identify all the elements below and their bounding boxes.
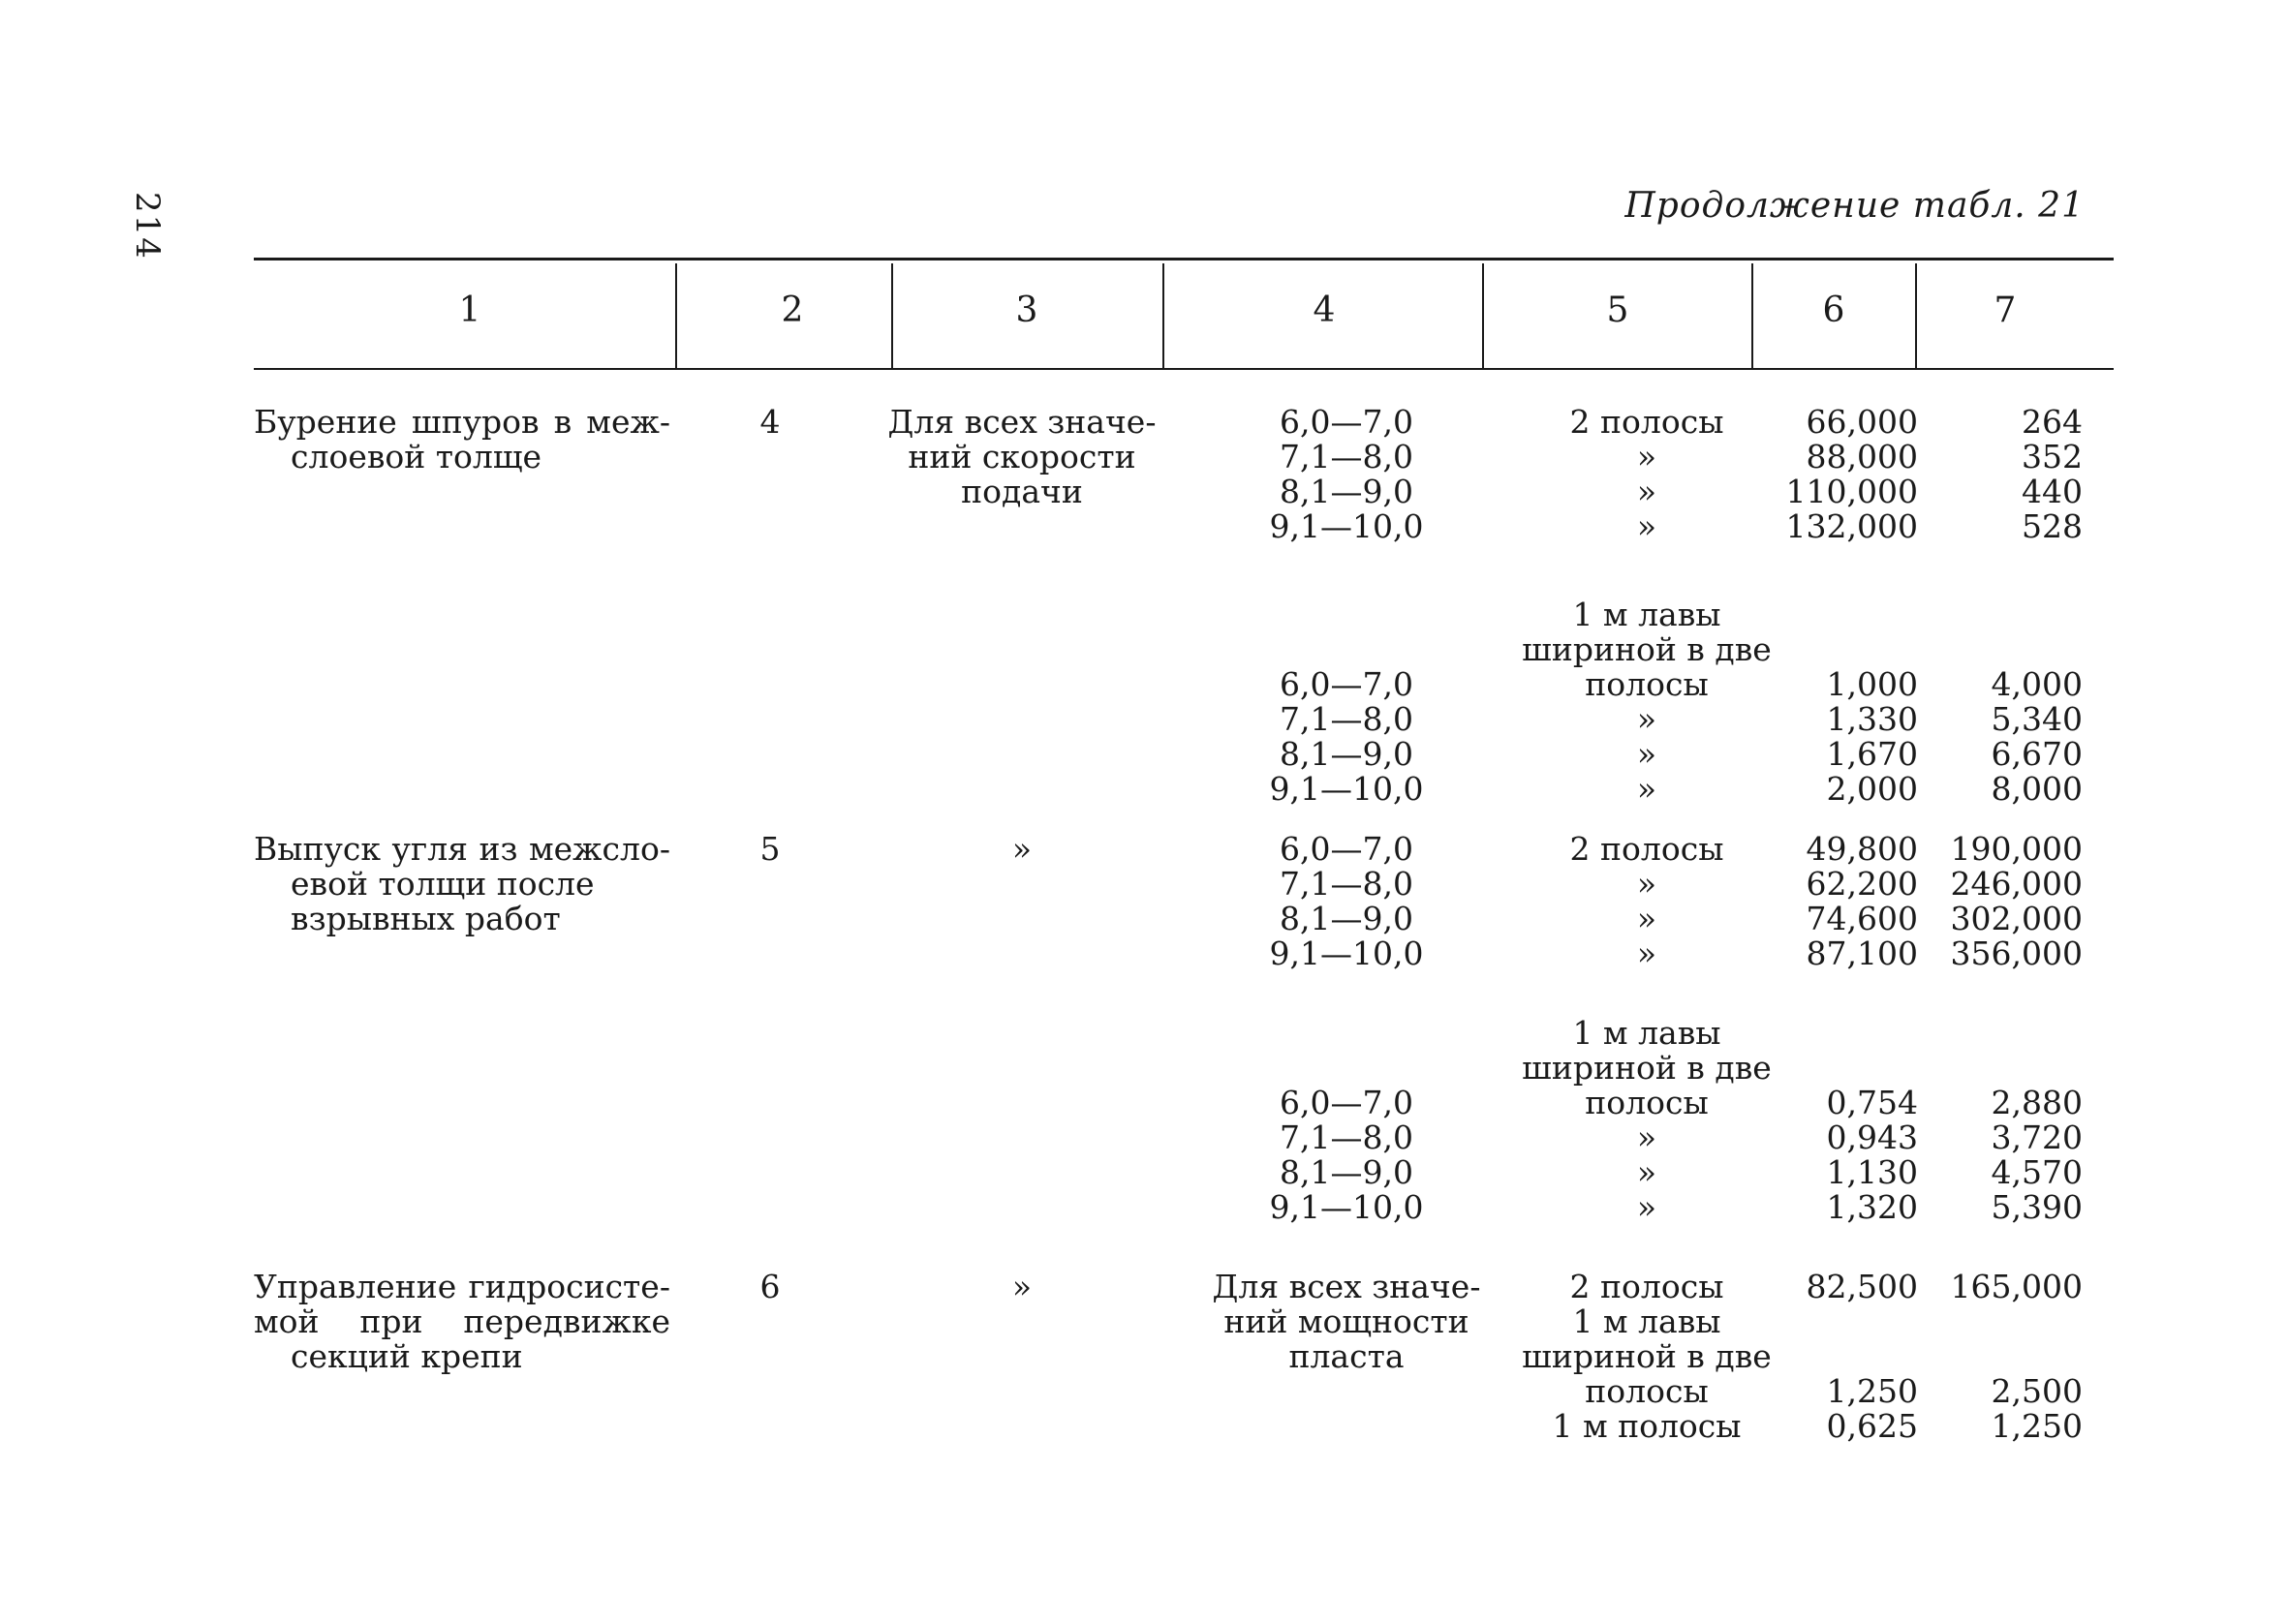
operation-number: 4 (759, 403, 781, 441)
numeric-value: 356,000 (1950, 935, 2083, 972)
range-value: 8,1—9,0 (1280, 900, 1413, 937)
range-value: 8,1—9,0 (1280, 1153, 1413, 1191)
seam-thickness-condition (1201, 1270, 1492, 1374)
range-value: 7,1—8,0 (1280, 865, 1413, 903)
numeric-value: 87,100 (1806, 935, 1918, 972)
range-value: 9,1—10,0 (1269, 770, 1424, 808)
operation-name-line: Бурение шпуров в меж- (254, 403, 670, 441)
range-value: 9,1—10,0 (1269, 935, 1424, 972)
numeric-value: 302,000 (1950, 900, 2083, 937)
numeric-value: 2,500 (1991, 1372, 2083, 1410)
numeric-value: 1,000 (1826, 665, 1918, 703)
column-header-6: 6 (1822, 291, 1845, 330)
column-header-2: 2 (781, 291, 804, 330)
text-line: подачи (961, 473, 1083, 510)
text-line: Для всех значе- (887, 403, 1157, 441)
column-7-values (1889, 1086, 2083, 1225)
numeric-value: 62,200 (1806, 865, 1918, 903)
operation-name-line: мой при передвижке (254, 1302, 670, 1340)
numeric-value: 1,330 (1826, 700, 1918, 738)
unit-value: » (1636, 865, 1657, 903)
numeric-value: 352 (2022, 438, 2083, 475)
numeric-value: 0,754 (1826, 1084, 1918, 1121)
unit-value: » (1636, 700, 1657, 738)
text-line: пласта (1288, 1337, 1405, 1375)
unit-value: 1 м полосы (1552, 1407, 1742, 1445)
numeric-value: 132,000 (1785, 507, 1918, 545)
column-7-values (1889, 832, 2083, 971)
numeric-value: 2,880 (1991, 1084, 2083, 1121)
range-value: 7,1—8,0 (1280, 438, 1413, 475)
range-value: 8,1—9,0 (1280, 473, 1413, 510)
column-divider (1751, 263, 1753, 368)
numeric-value: 2,000 (1826, 770, 1918, 808)
ditto-mark: » (1011, 1268, 1033, 1305)
unit-value: » (1636, 900, 1657, 937)
column-7-values (1889, 405, 2083, 544)
unit-value: » (1636, 473, 1657, 510)
unit-value: 1 м лавы (1572, 1302, 1721, 1340)
operation-name (254, 405, 670, 475)
operation-name-line: евой толщи после (291, 865, 595, 903)
column-divider (891, 263, 893, 368)
range-value: 9,1—10,0 (1269, 1188, 1424, 1226)
numeric-value: 1,130 (1826, 1153, 1918, 1191)
range-value: 8,1—9,0 (1280, 735, 1413, 773)
range-value: 6,0—7,0 (1280, 1084, 1413, 1121)
column-divider (1162, 263, 1164, 368)
column-7-values (1889, 667, 2083, 807)
column-header-7: 7 (1994, 291, 2017, 330)
numeric-value: 74,600 (1806, 900, 1918, 937)
numeric-value: 246,000 (1950, 865, 2083, 903)
ditto-mark: » (1011, 830, 1033, 868)
column-divider (675, 263, 677, 368)
table-top-rule (254, 258, 2114, 260)
numeric-value: 49,800 (1806, 830, 1918, 868)
operation-name-line: секций крепи (291, 1337, 523, 1375)
numeric-value: 528 (2022, 507, 2083, 545)
numeric-value: 1,670 (1826, 735, 1918, 773)
column-header-5: 5 (1606, 291, 1629, 330)
numeric-value: 165,000 (1950, 1268, 2083, 1305)
unit-value: полосы (1585, 1084, 1709, 1121)
unit-header-line: 1 м лавы (1572, 596, 1721, 633)
numeric-value: 440 (2022, 473, 2083, 510)
unit-value: » (1636, 1118, 1657, 1156)
feed-speed-condition (877, 405, 1167, 509)
numeric-value: 8,000 (1991, 770, 2083, 808)
numeric-value: 88,000 (1806, 438, 1918, 475)
range-values (1201, 405, 1492, 544)
unit-header-line: шириной в две (1522, 1049, 1772, 1087)
unit-header-line: шириной в две (1522, 630, 1772, 668)
range-value: 6,0—7,0 (1280, 830, 1413, 868)
numeric-value: 264 (2022, 403, 2083, 441)
numeric-value: 6,670 (1991, 735, 2083, 773)
unit-value: полосы (1585, 1372, 1709, 1410)
numeric-value: 3,720 (1991, 1118, 2083, 1156)
operation-name-line: Управление гидросисте- (254, 1268, 670, 1305)
operation-name (254, 832, 670, 936)
range-value: 7,1—8,0 (1280, 700, 1413, 738)
column-header-1: 1 (458, 291, 481, 330)
operation-number: 5 (759, 830, 781, 868)
unit-value: » (1636, 735, 1657, 773)
text-line: ний скорости (908, 438, 1136, 475)
range-values (1201, 1086, 1492, 1225)
numeric-value: 5,390 (1991, 1188, 2083, 1226)
table-caption: Продолжение табл. 21 (1624, 186, 2085, 226)
unit-value: » (1636, 507, 1657, 545)
unit-header (1501, 1016, 1792, 1086)
range-values (1201, 832, 1492, 971)
range-value: 6,0—7,0 (1280, 403, 1413, 441)
text-line: ний мощности (1223, 1302, 1469, 1340)
operation-name (254, 1270, 670, 1374)
range-values (1201, 667, 1492, 807)
table-header-rule (254, 368, 2114, 370)
numeric-value: 4,000 (1991, 665, 2083, 703)
unit-value: » (1636, 935, 1657, 972)
numeric-value: 0,943 (1826, 1118, 1918, 1156)
unit-header (1501, 598, 1792, 667)
unit-value: 2 полосы (1569, 403, 1724, 441)
numeric-value: 4,570 (1991, 1153, 2083, 1191)
numeric-value: 1,320 (1826, 1188, 1918, 1226)
column-header-3: 3 (1015, 291, 1038, 330)
range-value: 7,1—8,0 (1280, 1118, 1413, 1156)
column-divider (1915, 263, 1917, 368)
text-line: Для всех значе- (1212, 1268, 1481, 1305)
operation-name-line: взрывных работ (291, 900, 561, 937)
operation-name-line: слоевой толще (291, 438, 542, 475)
unit-value: » (1636, 1188, 1657, 1226)
numeric-value: 82,500 (1806, 1268, 1918, 1305)
numeric-value: 0,625 (1826, 1407, 1918, 1445)
page-number: 214 (128, 192, 167, 260)
range-value: 6,0—7,0 (1280, 665, 1413, 703)
operation-number: 6 (759, 1268, 781, 1305)
unit-value: 2 полосы (1569, 1268, 1724, 1305)
numeric-value: 110,000 (1785, 473, 1918, 510)
column-divider (1482, 263, 1484, 368)
operation-name-line: Выпуск угля из межсло- (254, 830, 670, 868)
numeric-value: 1,250 (1991, 1407, 2083, 1445)
unit-header-line: 1 м лавы (1572, 1014, 1721, 1052)
unit-value: полосы (1585, 665, 1709, 703)
unit-value: » (1636, 1153, 1657, 1191)
unit-value: 2 полосы (1569, 830, 1724, 868)
unit-value: шириной в две (1522, 1337, 1772, 1375)
unit-value: » (1636, 770, 1657, 808)
unit-value: » (1636, 438, 1657, 475)
numeric-value: 190,000 (1950, 830, 2083, 868)
range-value: 9,1—10,0 (1269, 507, 1424, 545)
column-header-4: 4 (1313, 291, 1336, 330)
numeric-value: 66,000 (1806, 403, 1918, 441)
numeric-value: 5,340 (1991, 700, 2083, 738)
numeric-value: 1,250 (1826, 1372, 1918, 1410)
